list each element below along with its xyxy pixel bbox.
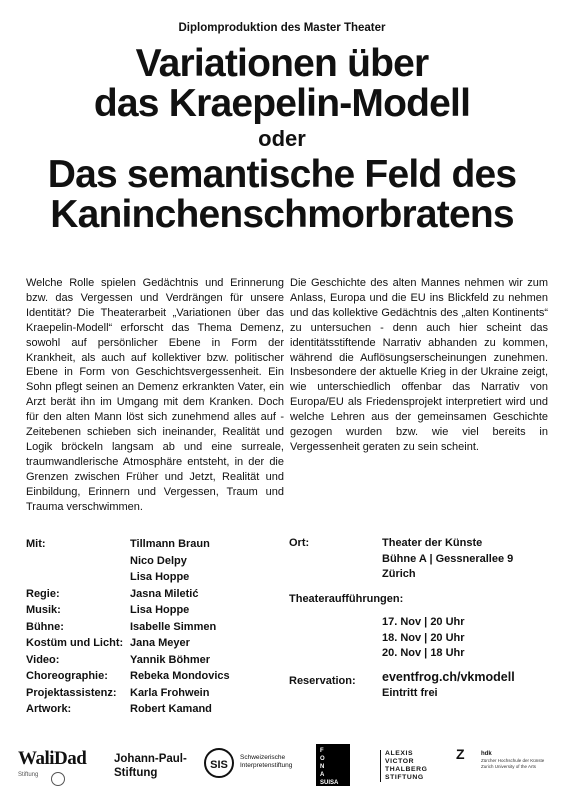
hdk-logo (481, 750, 544, 769)
suisa-letter: N (320, 764, 325, 770)
credit-role: Video: (26, 653, 60, 666)
title-line-3: Das semantische Feld des (47, 153, 517, 196)
credit-name: Robert Kamand (130, 703, 212, 715)
credit-name: Lisa Hoppe (130, 604, 190, 616)
hdk-sub: Zurich University of the Arts (481, 763, 537, 769)
walidad-wordmark: WaliDad (18, 748, 87, 769)
performance-date: 20. Nov | 18 Uhr (382, 647, 465, 659)
kicker-line: Diplomproduktion des Master Theater (178, 22, 386, 34)
venue-line: Zürich (382, 568, 416, 580)
seal-icon (51, 772, 65, 786)
cast-name: Nico Delpy (130, 554, 187, 567)
credit-name: Isabelle Simmen (130, 620, 217, 633)
venue-line: Theater der Künste (382, 537, 483, 549)
walidad-logo (18, 748, 86, 778)
credit-name: Yannik Böhmer (130, 653, 211, 666)
body-text-left: Welche Rolle spielen Gedächtnis und Erinnerung bzw. das Vergessen und Verdrängen für unsere Identität? Die Theaterarbeit „Variationen über das Kraepelin-Modell“ erforscht das Thema Demenz, sowohl auf persönlicher Ebene in Form der Krankheit, als auch auf kollektiver bzw. politischer Ebene in Form von Geschichtsvergessenheit. Ein Sohn pflegt seinen an Demenz erkrankten Vater, ein Arzt berät ihn im Umgang mit dem Kranken. Doch für den alten Mann löst sich zunehmend alles auf - Zeitebenen schieben sich ineinander, Realität und Logik bröckeln langsam ab und eine surreale, traumwandlerische Atmosphäre entsteht, in der die Grenzen zwischen Früher und Jetzt, Realität und Einbildung, Erinnern und Vergessen, Traum und Trauma verschwimmen. (26, 277, 284, 513)
avts-line: THALBERG (385, 766, 428, 773)
suisa-logo (316, 744, 350, 786)
title-line-1: Variationen über (135, 42, 429, 85)
sis-logo-text (240, 754, 292, 770)
credit-name: Rebeka Mondovics (130, 670, 230, 682)
performance-date: 17. Nov | 20 Uhr (382, 616, 465, 628)
credit-role: Musik: (26, 604, 61, 616)
cast-name: Lisa Hoppe (130, 571, 190, 583)
reservation-note: Eintritt frei (382, 686, 438, 699)
credit-role: Artwork: (26, 703, 72, 715)
credit-role: Choreographie: (26, 670, 108, 682)
suisa-letter: A (320, 772, 325, 778)
performance-dates (382, 615, 465, 662)
body-text-right: Die Geschichte des alten Mannes nehmen wir zum Anlass, Europa und die EU ins Blickfeld zu nehmen und das kollektive Gedächtnis des „alten Kontinents“ zu untersuchen - denn auch hier scheint das identitätsstiftende Narrativ abhanden zu kommen, während die Auflösungserscheinungen zunehmen. Insbesondere der aktuelle Krieg in der Ukraine zeigt, wie unterschiedlich offenbar das Narrativ von Europa/EU als Friedensprojekt interpretiert wird und welche Lehren aus der gemeinsamen Geschichte gezogen wurden bzw. wie viel bereits in Vergessenheit geraten zu sein scheint. (290, 277, 548, 453)
johann-paul-line: Johann-Paul- (114, 753, 187, 765)
avts-line: VICTOR (385, 758, 415, 765)
sis-line: Schweizerische (240, 754, 286, 761)
hdk-sub: Zürcher Hochschule der Künste (481, 758, 545, 763)
credit-role: Kostüm und Licht: (26, 637, 124, 649)
performances-label: Theateraufführungen: (289, 593, 404, 605)
suisa-letter: F (320, 748, 324, 754)
sis-line: Interpretenstiftung (240, 762, 293, 769)
venue-line: Bühne A | Gessnerallee 9 (382, 552, 514, 565)
sponsor-logos (0, 742, 564, 790)
avts-line: ALEXIS (385, 750, 414, 757)
suisa-letter: SUISA (320, 780, 339, 786)
sis-logo-icon: SIS (204, 748, 234, 778)
reservation-info (382, 670, 515, 701)
venue-address (382, 536, 513, 583)
performance-date: 18. Nov | 20 Uhr (382, 631, 465, 644)
credit-name: Karla Frohwein (130, 686, 210, 699)
johann-paul-logo (114, 752, 187, 780)
credit-name: Jasna Miletić (130, 587, 199, 600)
credit-role: Regie: (26, 587, 60, 600)
mit-label: Mit: (26, 538, 46, 550)
zhdk-mark-icon: Z (456, 746, 465, 762)
avts-line: STIFTUNG (385, 774, 424, 781)
cast-name: Tillmann Braun (130, 538, 210, 550)
title-line-2: das Kraepelin-Modell (93, 82, 471, 125)
credit-role: Bühne: (26, 620, 64, 633)
poster-title (0, 44, 564, 235)
cast-block (26, 536, 230, 718)
walidad-sub: Stiftung (18, 772, 39, 778)
hdk-wordmark: hdk (481, 751, 492, 757)
title-or: oder (258, 126, 306, 151)
avt-stiftung-logo (380, 750, 428, 782)
venue-label: Ort: (289, 537, 310, 549)
credit-name: Jana Meyer (130, 637, 190, 649)
reservation-link[interactable]: eventfrog.ch/vkmodell (382, 670, 515, 684)
title-line-4: Kaninchenschmorbratens (50, 193, 514, 236)
johann-paul-line: Stiftung (114, 767, 158, 779)
suisa-letter: O (320, 756, 325, 762)
credit-role: Projektassistenz: (26, 686, 117, 699)
reservation-label: Reservation: (289, 675, 356, 687)
